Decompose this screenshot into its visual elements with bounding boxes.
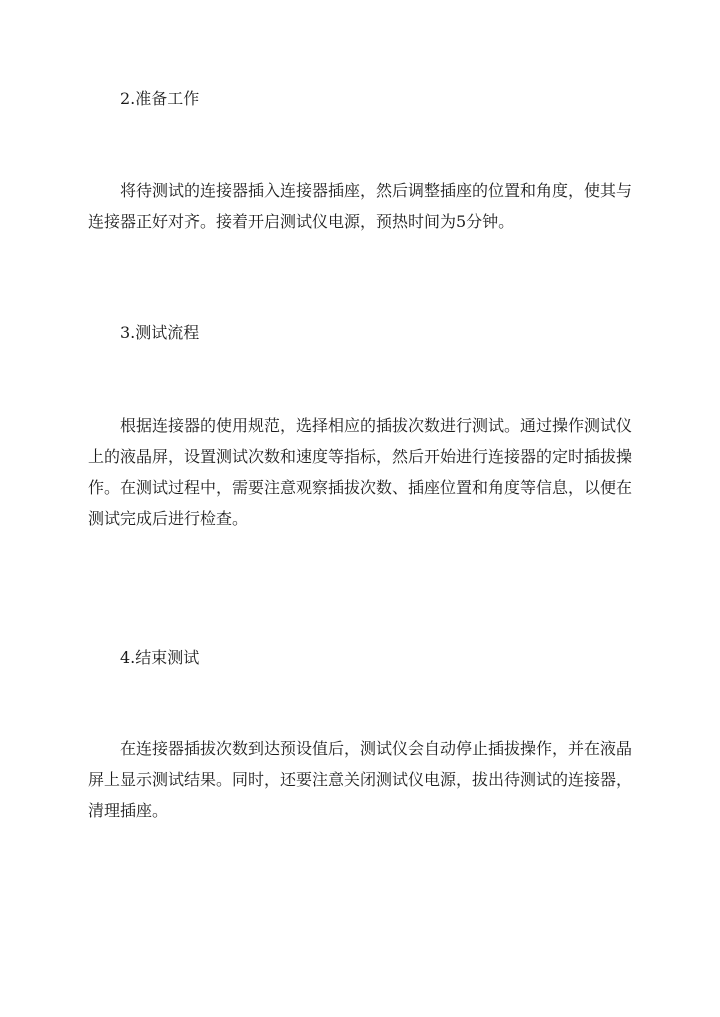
section-paragraph-test-procedure: 根据连接器的使用规范，选择相应的插拔次数进行测试。通过操作测试仪上的液晶屏，设置测试次数和速度等指标，然后开始进行连接器的定时插拔操作。在测试过程中，需要注意观察插拔次数、插座位置和角度等信息，以便在测试完成后进行检查。 bbox=[88, 416, 633, 528]
section-paragraph-end-test: 在连接器插拔次数到达预设值后，测试仪会自动停止插拔操作，并在液晶屏上显示测试结果。同时，还要注意关闭测试仪电源，拔出待测试的连接器，清理插座。 bbox=[88, 739, 633, 820]
section-paragraph-preparation: 将待测试的连接器插入连接器插座，然后调整插座的位置和角度，使其与连接器正好对齐。接着开启测试仪电源，预热时间为5分钟。 bbox=[88, 181, 633, 231]
section-heading-end-test: 4.结束测试 bbox=[120, 648, 200, 667]
section-heading-test-procedure: 3.测试流程 bbox=[120, 323, 200, 342]
section-heading-preparation: 2.准备工作 bbox=[120, 89, 200, 108]
